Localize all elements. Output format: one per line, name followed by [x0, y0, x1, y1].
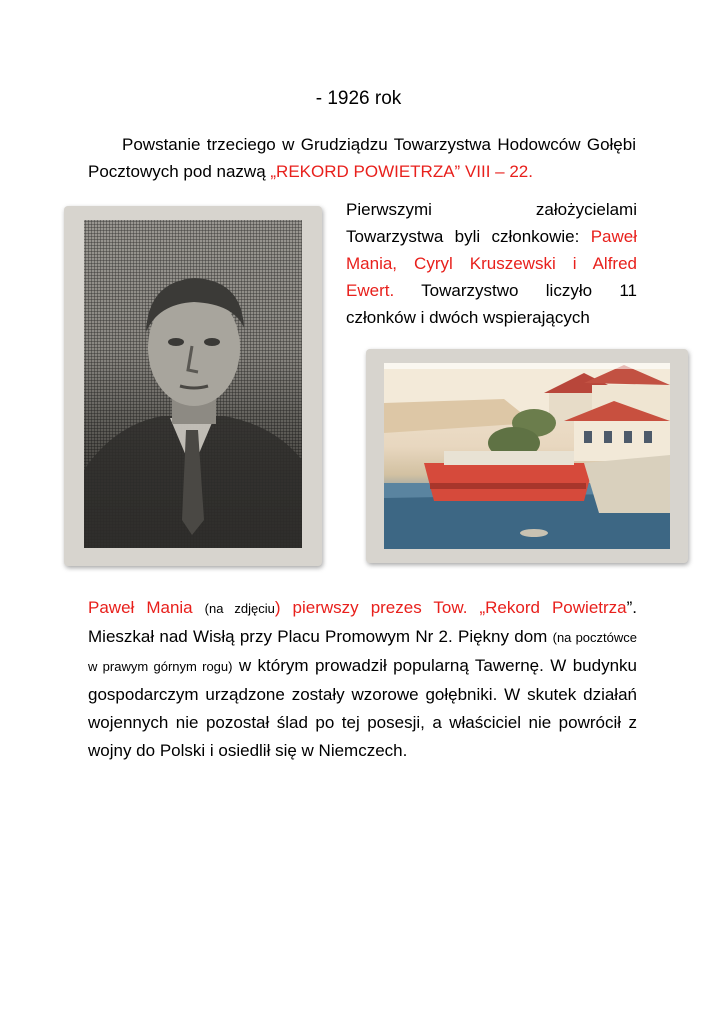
- postcard-scene: [384, 363, 670, 549]
- intro-paragraph: Powstanie trzeciego w Grudziądzu Towarzystwa Hodowców Gołębi Pocztowych pod nazwą „REKORD POWIETRZA” VIII – 22.: [88, 135, 636, 181]
- page-heading: - 1926 rok: [315, 88, 402, 109]
- portrait-photo-frame: [64, 206, 322, 566]
- president-role: pierwszy prezes Tow. „Rekord Powietrza: [280, 598, 627, 617]
- photo-note: (na zdjęciu: [204, 601, 275, 616]
- founders-paragraph: Pierwszymi założycielami Towarzystwa byli członkowie: Paweł Mania, Cyryl Kruszewski i Alfred Ewert. Towarzystwo liczyło 11 członków i dwóch wspierających: [346, 200, 637, 327]
- portrait-photo: [84, 220, 302, 548]
- president-name: Paweł Mania: [88, 598, 193, 617]
- founders-names: Paweł Mania, Cyryl Kruszewski i Alfred Ewert.: [346, 227, 637, 300]
- postcard-photo: [384, 363, 670, 549]
- postcard-note: (na pocztówce w prawym górnym rogu): [88, 630, 637, 674]
- president-paragraph: Paweł Mania (na zdjęciu) pierwszy prezes Tow. „Rekord Powietrza”. Mieszkał nad Wisłą przy Placu Promowym Nr 2. Piękny dom (na pocztówce w prawym górnym rogu) w którym prowadził popularną Tawernę. W budynku gospodarczym urządzone zostały wzorowe gołębniki. W skutek działań wojennych nie pozostał ślad po tej posesji, a właściciel nie powrócił z wojny do Polski i osiedlił się w Niemczech.: [88, 598, 637, 760]
- postcard-photo-frame: [366, 349, 688, 563]
- society-name: „REKORD POWIETRZA” VIII – 22.: [270, 162, 533, 181]
- portrait-figure: [84, 220, 302, 548]
